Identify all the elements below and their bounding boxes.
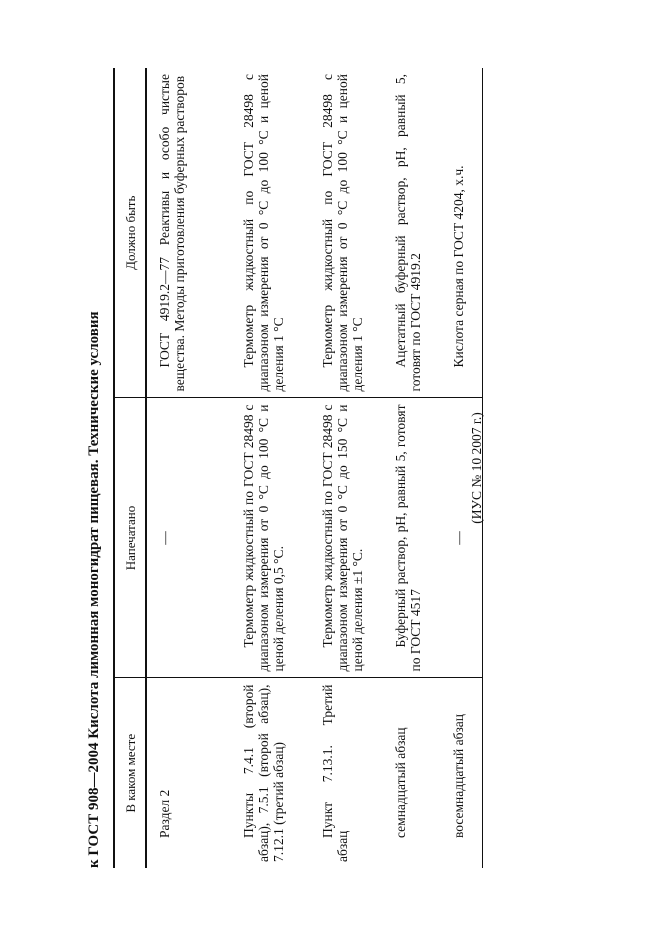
cell-printed: — [441, 398, 483, 678]
cell-should-be [383, 68, 441, 398]
table-header-row [114, 68, 146, 868]
cell-printed [383, 398, 441, 678]
cell-text: Термометр жидкостный по ГОСТ 28498 с диапазоном измерения от 0 °С до 100 °С и ценой деления 1 °С [241, 74, 286, 392]
cell-text: восемнадцатый абзац [451, 714, 466, 838]
table-row [383, 68, 441, 868]
document-title: к ГОСТ 908—2004 Кислота лимонная моногидрат пищевая. Технические условия [86, 311, 102, 868]
cell-text: Пункты 7.4.1 (второй абзац), 7.5.1 (второй абзац), 7.12.1 (третий абзац) [241, 684, 286, 862]
cell-text: Раздел 2 [157, 789, 172, 838]
cell-text: Буферный раствор, рН, равный 5, готовят по ГОСТ 4517 [393, 404, 423, 672]
cell-where [310, 678, 383, 868]
cell-text: Кислота серная по ГОСТ 4204, х.ч. [451, 165, 466, 368]
cell-where [383, 678, 441, 868]
table-row [231, 68, 310, 868]
cell-text: ГОСТ 4919.2—77 Реактивы и особо чистые вещества. Методы приготовления буферных растворов [157, 74, 187, 392]
amendment-table [113, 68, 483, 868]
cell-should-be [231, 68, 310, 398]
cell-where [231, 678, 310, 868]
cell-printed: — [146, 398, 231, 678]
cell-text: Ацетатный буферный раствор, рН, равный 5, готовят по ГОСТ 4919.2 [393, 74, 423, 392]
cell-text: Термометр жидкостный по ГОСТ 28498 с диапазоном измерения от 0 °С до 150 °С и ценой деления ±1 °С. [320, 404, 365, 672]
publication-reference: (ИУС № 10 2007 г.) [469, 412, 484, 524]
cell-should-be [310, 68, 383, 398]
cell-where [146, 678, 231, 868]
cell-should-be [146, 68, 231, 398]
cell-text: Термометр жидкостный по ГОСТ 28498 с диапазоном измерения от 0 °С до 100 °С и ценой деления 1 °С [320, 74, 365, 392]
table-row [146, 68, 231, 868]
table-row [310, 68, 383, 868]
cell-text: Пункт 7.13.1. Третий абзац [320, 684, 350, 862]
cell-printed [231, 398, 310, 678]
cell-printed [310, 398, 383, 678]
column-header-should-be: Должно быть [114, 68, 146, 398]
column-header-where: В каком месте [114, 678, 146, 868]
cell-text: Термометр жидкостный по ГОСТ 28498 с диапазоном измерения от 0 °С до 100 °С и ценой деления 0,5 °С. [241, 404, 286, 672]
rotated-page [80, 68, 484, 868]
column-header-printed: Напечатано [114, 398, 146, 678]
cell-text: семнадцатый абзац [393, 727, 408, 838]
